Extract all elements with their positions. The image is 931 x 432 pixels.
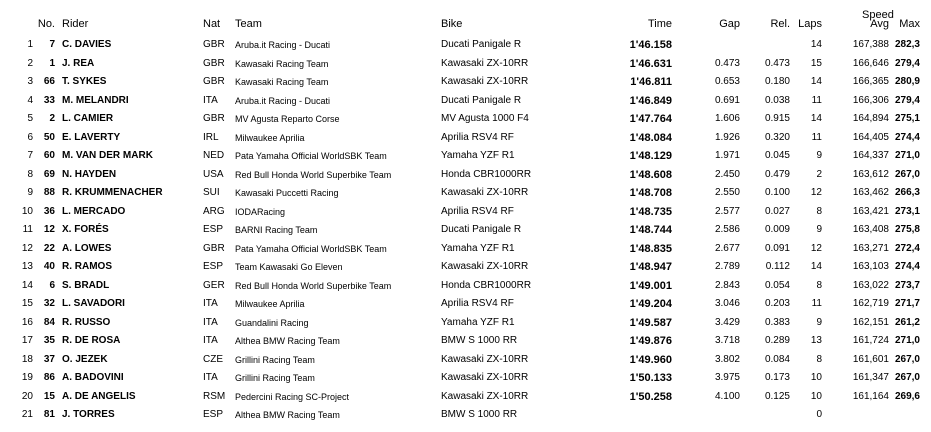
relative-gap-cell: 0.289 bbox=[764, 335, 790, 346]
bike-cell: MV Agusta 1000 F4 bbox=[441, 113, 529, 124]
laps-cell: 14 bbox=[810, 113, 822, 124]
nationality-cell: CZE bbox=[203, 353, 223, 365]
best-time-cell: 1'49.960 bbox=[629, 353, 672, 366]
team-cell: Team Kawasaki Go Eleven bbox=[235, 262, 343, 272]
rider-name-cell: T. SYKES bbox=[62, 76, 107, 87]
relative-gap-cell: 0.112 bbox=[765, 261, 790, 272]
rider-name-cell: C. DAVIES bbox=[62, 39, 112, 50]
best-time-cell: 1'48.835 bbox=[629, 242, 672, 255]
bike-cell: Honda CBR1000RR bbox=[441, 168, 532, 180]
relative-gap-cell: 0.045 bbox=[764, 150, 790, 161]
nationality-cell: GBR bbox=[203, 76, 225, 87]
relative-gap-cell: 0.054 bbox=[764, 279, 790, 291]
max-speed-cell: 273,1 bbox=[894, 205, 920, 217]
table-row bbox=[0, 92, 931, 110]
header-avg: Avg bbox=[870, 18, 889, 30]
avg-speed-cell: 163,462 bbox=[852, 187, 889, 198]
header-rider: Rider bbox=[62, 18, 89, 30]
nationality-cell: ITA bbox=[203, 298, 218, 309]
bike-number-cell: 35 bbox=[43, 335, 55, 346]
position-cell: 18 bbox=[21, 353, 33, 365]
rider-name-cell: A. DE ANGELIS bbox=[62, 390, 136, 402]
laps-cell: 14 bbox=[810, 39, 822, 50]
bike-number-cell: 84 bbox=[43, 316, 55, 328]
team-cell: IODARacing bbox=[235, 206, 286, 217]
laps-cell: 15 bbox=[810, 57, 822, 69]
gap-cell: 1.971 bbox=[714, 150, 740, 161]
gap-cell: 4.100 bbox=[714, 390, 740, 402]
table-row bbox=[0, 258, 931, 276]
team-cell: Althea BMW Racing Team bbox=[235, 410, 340, 420]
rider-name-cell: E. LAVERTY bbox=[62, 131, 121, 143]
avg-speed-cell: 163,103 bbox=[852, 261, 889, 272]
max-speed-cell: 271,0 bbox=[894, 150, 920, 161]
rider-name-cell: A. BADOVINI bbox=[62, 372, 124, 383]
rider-name-cell: R. KRUMMENACHER bbox=[62, 187, 163, 198]
avg-speed-cell: 163,271 bbox=[852, 242, 889, 254]
gap-cell: 1.926 bbox=[714, 131, 740, 143]
bike-number-cell: 88 bbox=[43, 187, 55, 198]
bike-cell: Kawasaki ZX-10RR bbox=[441, 187, 529, 198]
gap-cell: 2.677 bbox=[714, 242, 740, 254]
rider-name-cell: R. DE ROSA bbox=[62, 335, 121, 346]
nationality-cell: USA bbox=[203, 168, 224, 180]
avg-speed-cell: 163,022 bbox=[852, 279, 889, 291]
bike-cell: Aprilia RSV4 RF bbox=[441, 205, 514, 217]
nationality-cell: ESP bbox=[203, 261, 224, 272]
team-cell: Kawasaki Racing Team bbox=[235, 58, 329, 69]
gap-cell: 2.789 bbox=[714, 261, 740, 272]
laps-cell: 0 bbox=[816, 409, 822, 420]
laps-cell: 10 bbox=[810, 372, 822, 383]
bike-cell: Aprilia RSV4 RF bbox=[441, 131, 514, 143]
relative-gap-cell: 0.009 bbox=[764, 224, 790, 235]
bike-cell: BMW S 1000 RR bbox=[441, 335, 518, 346]
team-cell: Kawasaki Racing Team bbox=[235, 77, 329, 87]
team-cell: Pedercini Racing SC-Project bbox=[235, 391, 350, 402]
bike-number-cell: 60 bbox=[43, 150, 55, 161]
table-row bbox=[0, 332, 931, 350]
table-row bbox=[0, 388, 931, 406]
bike-cell: Kawasaki ZX-10RR bbox=[441, 76, 529, 87]
bike-number-cell: 66 bbox=[43, 76, 55, 87]
gap-cell: 2.843 bbox=[714, 279, 740, 291]
best-time-cell: 1'46.849 bbox=[629, 94, 672, 107]
best-time-cell: 1'49.204 bbox=[629, 298, 672, 310]
rider-name-cell: R. RUSSO bbox=[62, 316, 111, 328]
table-row bbox=[0, 184, 931, 202]
header-nat: Nat bbox=[203, 18, 221, 30]
position-cell: 15 bbox=[21, 298, 33, 309]
bike-number-cell: 86 bbox=[43, 372, 55, 383]
relative-gap-cell: 0.173 bbox=[764, 372, 790, 383]
avg-speed-cell: 164,405 bbox=[852, 131, 889, 143]
rider-name-cell: M. MELANDRI bbox=[62, 94, 129, 106]
table-row bbox=[0, 221, 931, 239]
relative-gap-cell: 0.203 bbox=[764, 298, 790, 309]
best-time-cell: 1'49.876 bbox=[629, 335, 672, 347]
relative-gap-cell: 0.479 bbox=[764, 168, 790, 180]
max-speed-cell: 282,3 bbox=[894, 39, 920, 50]
bike-number-cell: 81 bbox=[43, 409, 55, 420]
team-cell: Red Bull Honda World Superbike Team bbox=[235, 169, 392, 180]
max-speed-cell: 274,4 bbox=[894, 131, 920, 143]
bike-number-cell: 33 bbox=[43, 94, 55, 106]
team-cell: Aruba.it Racing - Ducati bbox=[235, 95, 331, 106]
bike-cell: Yamaha YZF R1 bbox=[441, 316, 515, 328]
column-header-row bbox=[0, 15, 931, 33]
best-time-cell: 1'47.764 bbox=[629, 113, 672, 125]
max-speed-cell: 266,3 bbox=[894, 187, 920, 198]
table-row bbox=[0, 203, 931, 221]
position-cell: 1 bbox=[27, 39, 33, 50]
best-time-cell: 1'46.158 bbox=[629, 39, 672, 51]
nationality-cell: SUI bbox=[203, 187, 220, 198]
team-cell: Kawasaki Puccetti Racing bbox=[235, 188, 339, 198]
bike-cell: Kawasaki ZX-10RR bbox=[441, 57, 529, 69]
header-rel: Rel. bbox=[770, 18, 790, 30]
gap-cell: 2.550 bbox=[714, 187, 740, 198]
max-speed-cell: 267,0 bbox=[894, 168, 920, 180]
nationality-cell: NED bbox=[203, 150, 225, 161]
avg-speed-cell: 162,719 bbox=[852, 298, 889, 309]
rider-name-cell: M. VAN DER MARK bbox=[62, 150, 153, 161]
laps-cell: 2 bbox=[816, 168, 822, 180]
position-cell: 12 bbox=[21, 242, 33, 254]
position-cell: 14 bbox=[21, 279, 33, 291]
laps-cell: 12 bbox=[810, 187, 822, 198]
avg-speed-cell: 163,612 bbox=[852, 168, 889, 180]
avg-speed-cell: 161,601 bbox=[852, 353, 889, 365]
bike-number-cell: 2 bbox=[49, 113, 55, 124]
gap-cell: 0.473 bbox=[714, 57, 740, 69]
table-row bbox=[0, 36, 931, 54]
best-time-cell: 1'48.608 bbox=[629, 168, 672, 181]
rider-name-cell: O. JEZEK bbox=[62, 353, 108, 365]
relative-gap-cell: 0.125 bbox=[764, 390, 790, 402]
avg-speed-cell: 161,347 bbox=[852, 372, 889, 383]
max-speed-cell: 267,0 bbox=[894, 353, 920, 365]
avg-speed-cell: 164,894 bbox=[852, 113, 889, 124]
laps-cell: 14 bbox=[810, 76, 822, 87]
gap-cell: 0.691 bbox=[714, 94, 740, 106]
header-no: No. bbox=[37, 18, 55, 30]
table-row bbox=[0, 406, 931, 424]
header-gap: Gap bbox=[719, 18, 740, 30]
bike-number-cell: 22 bbox=[43, 242, 55, 254]
best-time-cell: 1'46.811 bbox=[630, 76, 672, 88]
best-time-cell: 1'50.133 bbox=[629, 372, 672, 384]
bike-number-cell: 69 bbox=[43, 168, 55, 180]
table-row bbox=[0, 55, 931, 73]
max-speed-cell: 271,7 bbox=[894, 298, 920, 309]
laps-cell: 11 bbox=[811, 131, 822, 143]
laps-cell: 9 bbox=[816, 224, 822, 235]
position-cell: 16 bbox=[21, 316, 33, 328]
position-cell: 6 bbox=[27, 131, 33, 143]
gap-cell: 3.718 bbox=[714, 335, 740, 346]
table-row bbox=[0, 73, 931, 91]
nationality-cell: ESP bbox=[203, 409, 224, 420]
relative-gap-cell: 0.473 bbox=[764, 57, 790, 69]
position-cell: 2 bbox=[27, 57, 33, 69]
table-row bbox=[0, 314, 931, 332]
position-cell: 4 bbox=[27, 94, 33, 106]
team-cell: MV Agusta Reparto Corse bbox=[235, 114, 340, 124]
team-cell: Grillini Racing Team bbox=[235, 373, 315, 383]
avg-speed-cell: 164,337 bbox=[852, 150, 889, 161]
rider-name-cell: L. MERCADO bbox=[62, 205, 126, 217]
position-cell: 5 bbox=[27, 113, 33, 124]
header-max: Max bbox=[899, 18, 920, 30]
laps-cell: 10 bbox=[810, 390, 822, 402]
table-row bbox=[0, 129, 931, 147]
gap-cell: 3.429 bbox=[714, 316, 740, 328]
table-row bbox=[0, 110, 931, 128]
nationality-cell: GBR bbox=[203, 39, 225, 50]
gap-cell: 0.653 bbox=[714, 76, 740, 87]
gap-cell: 3.802 bbox=[714, 353, 740, 365]
bike-number-cell: 50 bbox=[43, 131, 55, 143]
max-speed-cell: 275,1 bbox=[894, 113, 920, 124]
rider-name-cell: S. BRADL bbox=[62, 279, 110, 291]
position-cell: 19 bbox=[21, 372, 33, 383]
rider-name-cell: R. RAMOS bbox=[62, 261, 112, 272]
gap-cell: 2.450 bbox=[714, 168, 740, 180]
bike-cell: Ducati Panigale R bbox=[441, 39, 522, 50]
position-cell: 9 bbox=[27, 187, 33, 198]
team-cell: Milwaukee Aprilia bbox=[235, 299, 305, 309]
best-time-cell: 1'48.708 bbox=[629, 187, 672, 199]
header-bike: Bike bbox=[441, 18, 463, 30]
gap-cell: 1.606 bbox=[714, 113, 740, 124]
rider-name-cell: J. TORRES bbox=[62, 409, 115, 420]
laps-cell: 12 bbox=[810, 242, 822, 254]
table-row bbox=[0, 147, 931, 165]
laps-cell: 8 bbox=[816, 353, 822, 365]
max-speed-cell: 280,9 bbox=[894, 76, 920, 87]
avg-speed-cell: 166,365 bbox=[852, 76, 889, 87]
header-team: Team bbox=[235, 18, 262, 30]
position-cell: 13 bbox=[21, 261, 33, 272]
relative-gap-cell: 0.383 bbox=[764, 316, 790, 328]
bike-number-cell: 1 bbox=[49, 57, 55, 69]
laps-cell: 9 bbox=[816, 316, 822, 328]
team-cell: Pata Yamaha Official WorldSBK Team bbox=[235, 151, 387, 161]
relative-gap-cell: 0.180 bbox=[764, 76, 790, 87]
avg-speed-cell: 167,388 bbox=[852, 39, 889, 50]
bike-number-cell: 7 bbox=[49, 39, 55, 50]
max-speed-cell: 261,2 bbox=[894, 316, 920, 328]
position-cell: 3 bbox=[27, 76, 33, 87]
bike-cell: Aprilia RSV4 RF bbox=[441, 298, 514, 309]
bike-cell: Yamaha YZF R1 bbox=[441, 150, 515, 161]
nationality-cell: GER bbox=[203, 279, 225, 291]
max-speed-cell: 279,4 bbox=[894, 94, 920, 106]
max-speed-cell: 269,6 bbox=[894, 390, 920, 402]
bike-number-cell: 36 bbox=[43, 205, 55, 217]
nationality-cell: RSM bbox=[203, 390, 226, 402]
position-cell: 7 bbox=[27, 150, 33, 161]
position-cell: 17 bbox=[21, 335, 33, 346]
header-laps: Laps bbox=[798, 18, 822, 30]
header-time: Time bbox=[647, 18, 672, 30]
laps-cell: 13 bbox=[810, 335, 822, 346]
nationality-cell: GBR bbox=[203, 57, 225, 69]
laps-cell: 11 bbox=[811, 298, 822, 309]
bike-cell: Kawasaki ZX-10RR bbox=[441, 372, 529, 383]
rider-name-cell: N. HAYDEN bbox=[62, 168, 117, 180]
avg-speed-cell: 161,724 bbox=[852, 335, 889, 346]
rider-name-cell: J. REA bbox=[62, 57, 95, 69]
avg-speed-cell: 166,646 bbox=[852, 57, 889, 69]
laps-cell: 9 bbox=[816, 150, 822, 161]
table-row bbox=[0, 166, 931, 184]
speed-group-header: Speed bbox=[862, 9, 894, 21]
relative-gap-cell: 0.100 bbox=[764, 187, 790, 198]
laps-cell: 8 bbox=[816, 279, 822, 291]
position-cell: 11 bbox=[22, 224, 33, 235]
nationality-cell: IRL bbox=[203, 131, 219, 143]
bike-cell: BMW S 1000 RR bbox=[441, 409, 518, 420]
rider-name-cell: L. CAMIER bbox=[62, 113, 114, 124]
position-cell: 21 bbox=[21, 409, 33, 420]
laps-cell: 14 bbox=[810, 261, 822, 272]
rider-name-cell: A. LOWES bbox=[62, 242, 112, 254]
nationality-cell: ESP bbox=[203, 224, 224, 235]
laps-cell: 11 bbox=[811, 94, 822, 106]
relative-gap-cell: 0.084 bbox=[764, 353, 790, 365]
max-speed-cell: 275,8 bbox=[894, 224, 920, 235]
avg-speed-cell: 163,421 bbox=[852, 205, 889, 217]
position-cell: 8 bbox=[27, 168, 33, 180]
bike-number-cell: 12 bbox=[43, 224, 55, 235]
bike-cell: Kawasaki ZX-10RR bbox=[441, 390, 529, 402]
team-cell: Red Bull Honda World Superbike Team bbox=[235, 280, 392, 291]
max-speed-cell: 271,0 bbox=[894, 335, 920, 346]
gap-cell: 3.046 bbox=[714, 298, 740, 309]
table-row bbox=[0, 295, 931, 313]
nationality-cell: ITA bbox=[203, 94, 218, 106]
rider-name-cell: L. SAVADORI bbox=[62, 298, 125, 309]
avg-speed-cell: 163,408 bbox=[852, 224, 889, 235]
bike-cell: Yamaha YZF R1 bbox=[441, 242, 515, 254]
position-cell: 10 bbox=[21, 205, 33, 217]
team-cell: Althea BMW Racing Team bbox=[235, 336, 340, 346]
relative-gap-cell: 0.038 bbox=[764, 94, 790, 106]
team-cell: Grillini Racing Team bbox=[235, 354, 315, 365]
best-time-cell: 1'48.735 bbox=[629, 205, 672, 218]
gap-cell: 3.975 bbox=[714, 372, 740, 383]
nationality-cell: ITA bbox=[203, 372, 218, 383]
best-time-cell: 1'49.001 bbox=[629, 279, 672, 292]
team-cell: Guandalini Racing bbox=[235, 317, 309, 328]
nationality-cell: ITA bbox=[203, 316, 218, 328]
nationality-cell: ITA bbox=[203, 335, 218, 346]
max-speed-cell: 267,0 bbox=[894, 372, 920, 383]
avg-speed-cell: 161,164 bbox=[852, 390, 889, 402]
bike-number-cell: 6 bbox=[49, 279, 55, 291]
bike-cell: Kawasaki ZX-10RR bbox=[441, 261, 529, 272]
bike-number-cell: 40 bbox=[43, 261, 55, 272]
relative-gap-cell: 0.027 bbox=[764, 205, 790, 217]
nationality-cell: GBR bbox=[203, 113, 225, 124]
relative-gap-cell: 0.091 bbox=[764, 242, 790, 254]
bike-cell: Kawasaki ZX-10RR bbox=[441, 353, 529, 365]
max-speed-cell: 274,4 bbox=[894, 261, 920, 272]
team-cell: BARNI Racing Team bbox=[235, 225, 318, 235]
nationality-cell: ARG bbox=[203, 205, 225, 217]
table-row bbox=[0, 277, 931, 295]
max-speed-cell: 272,4 bbox=[894, 242, 920, 254]
team-cell: Pata Yamaha Official WorldSBK Team bbox=[235, 243, 387, 254]
best-time-cell: 1'48.129 bbox=[629, 150, 672, 162]
bike-cell: Ducati Panigale R bbox=[441, 224, 522, 235]
best-time-cell: 1'48.744 bbox=[629, 224, 672, 236]
max-speed-cell: 273,7 bbox=[894, 279, 920, 291]
bike-number-cell: 32 bbox=[43, 298, 55, 309]
table-row bbox=[0, 369, 931, 387]
bike-number-cell: 15 bbox=[43, 390, 55, 402]
position-cell: 20 bbox=[21, 390, 33, 402]
best-time-cell: 1'49.587 bbox=[629, 316, 672, 329]
rider-name-cell: X. FORÉS bbox=[62, 224, 109, 235]
table-row bbox=[0, 240, 931, 258]
gap-cell: 2.577 bbox=[714, 205, 740, 217]
best-time-cell: 1'50.258 bbox=[629, 390, 672, 403]
gap-cell: 2.586 bbox=[714, 224, 740, 235]
avg-speed-cell: 166,306 bbox=[852, 94, 889, 106]
nationality-cell: GBR bbox=[203, 242, 225, 254]
relative-gap-cell: 0.915 bbox=[764, 113, 790, 124]
bike-number-cell: 37 bbox=[43, 353, 55, 365]
relative-gap-cell: 0.320 bbox=[764, 131, 790, 143]
bike-cell: Ducati Panigale R bbox=[441, 94, 522, 106]
best-time-cell: 1'48.947 bbox=[629, 261, 672, 273]
bike-cell: Honda CBR1000RR bbox=[441, 279, 532, 291]
team-cell: Milwaukee Aprilia bbox=[235, 132, 305, 143]
best-time-cell: 1'48.084 bbox=[629, 131, 672, 144]
avg-speed-cell: 162,151 bbox=[852, 316, 889, 328]
best-time-cell: 1'46.631 bbox=[629, 57, 672, 70]
team-cell: Aruba.it Racing - Ducati bbox=[235, 40, 331, 50]
max-speed-cell: 279,4 bbox=[894, 57, 920, 69]
table-row bbox=[0, 351, 931, 369]
laps-cell: 8 bbox=[816, 205, 822, 217]
